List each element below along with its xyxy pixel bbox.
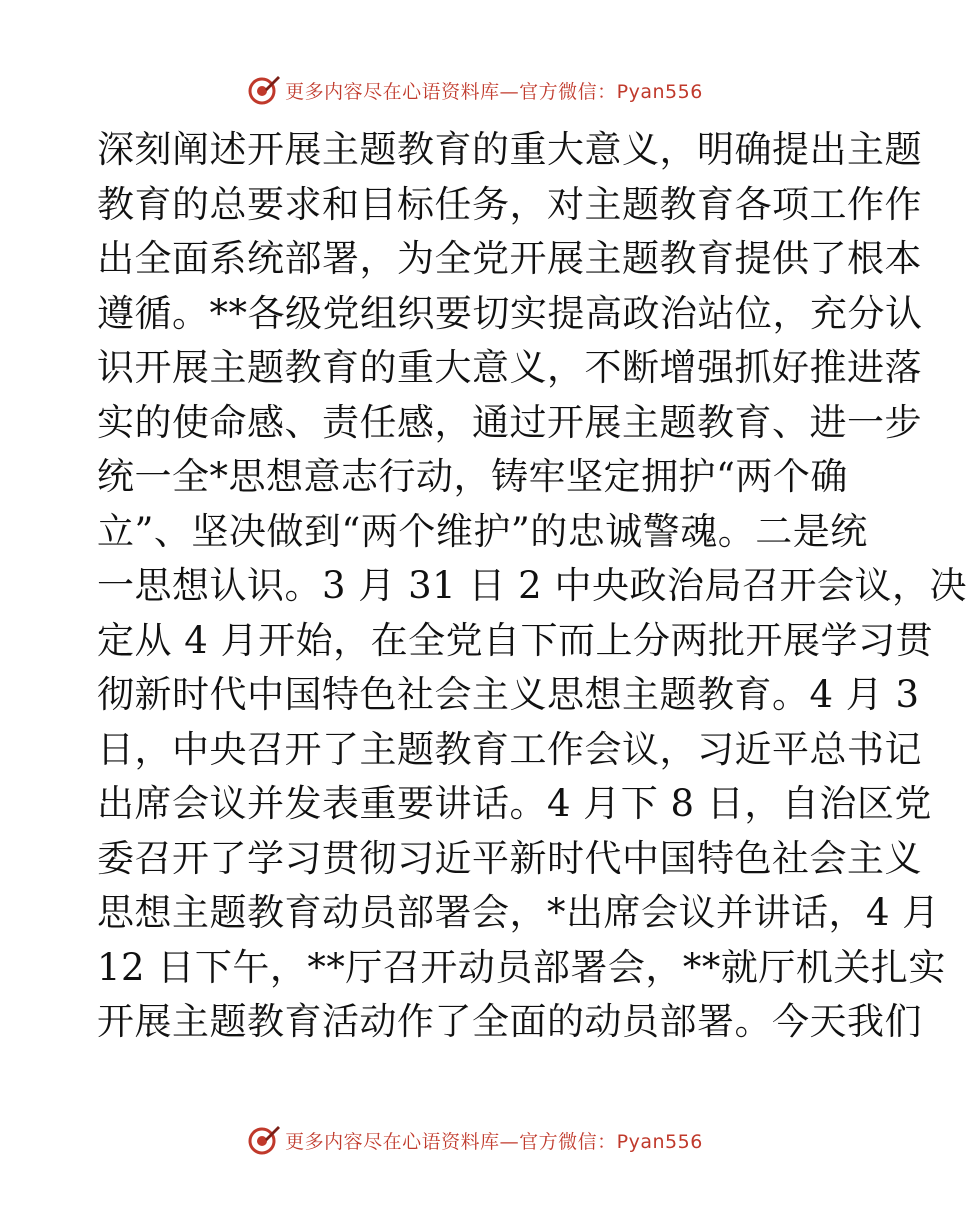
text-line: 日，中央召开了主题教育工作会议，习近平总书记 bbox=[97, 727, 922, 771]
text-line: 彻新时代中国特色社会主义思想主题教育。4 月 3 bbox=[97, 673, 920, 716]
header-banner bbox=[0, 70, 950, 110]
pen-logo-icon bbox=[247, 1123, 281, 1157]
text-line: 遵循。**各级党组织要切实提高政治站位，充分认 bbox=[97, 291, 923, 335]
text-line: 教育的总要求和目标任务，对主题教育各项工作作 bbox=[97, 182, 922, 226]
text-line: 出席会议并发表重要讲话。4 月下 8 日，自治区党 bbox=[97, 782, 932, 825]
text-line: 深刻阐述开展主题教育的重大意义，明确提出主题 bbox=[97, 128, 922, 171]
text-line: 思想主题教育动员部署会，*出席会议并讲话，4 月 bbox=[97, 891, 940, 934]
document-body bbox=[97, 123, 967, 1050]
text-line: 出全面系统部署，为全党开展主题教育提供了根本 bbox=[97, 237, 922, 280]
banner-main-text: 更多内容尽在心语资料库 bbox=[285, 80, 500, 103]
footer-banner bbox=[0, 1120, 950, 1160]
text-line: 定从 4 月开始，在全党自下而上分两批开展学习贯 bbox=[97, 618, 934, 662]
banner-text bbox=[285, 77, 703, 104]
banner-wechat-text: 官方微信：Pyan556 bbox=[519, 1130, 703, 1153]
banner-wechat-text: 官方微信：Pyan556 bbox=[519, 80, 703, 103]
text-line: 统一全*思想意志行动，铸牢坚定拥护“两个确 bbox=[97, 455, 848, 498]
text-line: 一思想认识。3 月 31 日 2 中央政治局召开会议，决 bbox=[97, 564, 967, 607]
banner-main-text: 更多内容尽在心语资料库 bbox=[285, 1130, 500, 1153]
text-line: 识开展主题教育的重大意义，不断增强抓好推进落 bbox=[97, 346, 922, 389]
banner-separator: — bbox=[499, 1130, 520, 1153]
text-line: 委召开了学习贯彻习近平新时代中国特色社会主义 bbox=[97, 836, 922, 880]
text-line: 12 日下午，**厅召开动员部署会，**就厅机关扎实 bbox=[97, 945, 946, 989]
pen-logo-icon bbox=[247, 73, 281, 107]
text-line: 开展主题教育活动作了全面的动员部署。今天我们 bbox=[97, 1000, 922, 1043]
text-line: 立”、坚决做到“两个维护”的忠诚警魂。二是统 bbox=[97, 509, 868, 553]
text-line: 实的使命感、责任感，通过开展主题教育、进一步 bbox=[97, 400, 922, 444]
banner-separator: — bbox=[499, 80, 520, 103]
banner-text bbox=[285, 1127, 703, 1154]
